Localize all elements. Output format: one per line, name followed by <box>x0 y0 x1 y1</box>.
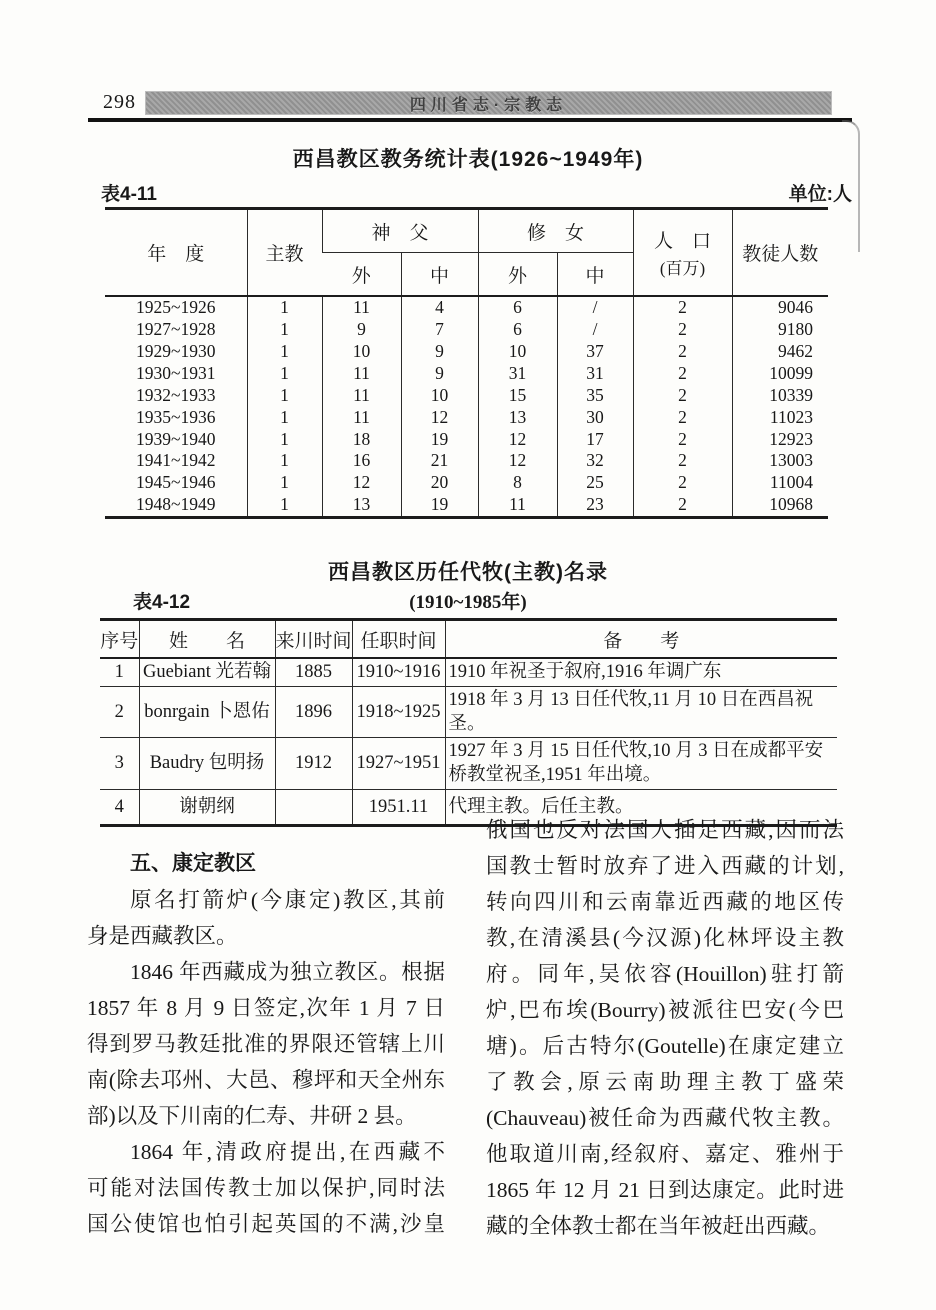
text-line: 国公使馆也怕引起英国的不满,沙皇 <box>87 1212 445 1236</box>
table-cell: 1910 年祝圣于叙府,1916 年调广东 <box>445 658 837 686</box>
table-cell: 1927~1928 <box>136 319 216 340</box>
table-cell: 15 <box>478 385 557 407</box>
table-cell: 2 <box>633 363 732 385</box>
table-cell: 1941~1942 <box>136 450 216 471</box>
table-cell: 1 <box>247 296 322 319</box>
table-cell: 1 <box>247 472 322 494</box>
table-cell: 12 <box>478 450 557 472</box>
table-cell: 2 <box>633 472 732 494</box>
table-cell: 1 <box>247 406 322 428</box>
col-header-arrival: 来川时间 <box>275 620 352 659</box>
table-cell: / <box>557 296 633 319</box>
table-cell: 10339 <box>732 385 828 407</box>
table-cell: 1 <box>247 341 322 363</box>
table-row <box>105 341 828 363</box>
sub-header-chinese: 中 <box>557 253 633 297</box>
roster-table <box>100 618 837 827</box>
table-cell: 9180 <box>732 319 828 341</box>
roster-table-title: 西昌教区历任代牧(主教)名录 <box>328 561 608 584</box>
text-line: 俄国也反对法国人插足西藏,因而法 <box>486 818 844 842</box>
table-cell: 18 <box>322 428 401 450</box>
text-line: 可能对法国传教士加以保护,同时法 <box>87 1176 445 1200</box>
table-cell: 2 <box>633 406 732 428</box>
page-number: 298 <box>103 91 136 113</box>
table-cell: Guebiant 光若翰 <box>139 658 275 686</box>
table-cell: 6 <box>478 319 557 341</box>
table-cell: 7 <box>401 319 478 341</box>
table-cell: 32 <box>557 450 633 472</box>
text-line: 1857 年 8 月 9 日签定,次年 1 月 7 日 <box>87 996 445 1020</box>
table-cell: 12923 <box>732 428 828 450</box>
table-row <box>105 428 828 450</box>
text-line: 他取道川南,经叙府、嘉定、雅州于 <box>486 1142 844 1166</box>
text-line: 身是西藏教区。 <box>87 924 238 948</box>
table-cell: 8 <box>478 472 557 494</box>
article-left-column <box>87 846 445 1242</box>
table-cell: 2 <box>633 341 732 363</box>
table-cell: 1918 年 3 月 13 日任代牧,11 月 10 日在西昌祝圣。 <box>445 686 837 737</box>
table-cell: 17 <box>557 428 633 450</box>
table-cell: 10 <box>478 341 557 363</box>
text-line: 塘)。后古特尔(Goutelle)在康定建立 <box>486 1034 844 1058</box>
table-cell: 3 <box>114 753 124 773</box>
table-cell: 1935~1936 <box>136 406 216 427</box>
table-cell <box>275 789 352 825</box>
table-cell: 9 <box>322 319 401 341</box>
table-cell: 31 <box>557 363 633 385</box>
table-cell: 2 <box>633 428 732 450</box>
table-cell: 1 <box>247 494 322 517</box>
text-line: 得到罗马教廷批准的界限还管辖上川 <box>87 1032 445 1056</box>
running-header-banner <box>145 91 832 115</box>
table-cell: 11 <box>322 385 401 407</box>
text-line: 1865 年 12 月 21 日到达康定。此时进 <box>486 1178 844 1202</box>
table-cell: 谢朝纲 <box>139 789 275 825</box>
table-row <box>105 385 828 407</box>
table-cell: 13003 <box>732 450 828 472</box>
table-cell: 11 <box>322 406 401 428</box>
table-cell: 2 <box>633 319 732 341</box>
table-cell: 20 <box>401 472 478 494</box>
table-row <box>105 296 828 319</box>
table-cell: 13 <box>322 494 401 517</box>
table-cell: 37 <box>557 341 633 363</box>
table-cell: 19 <box>401 494 478 517</box>
table-cell: 10099 <box>732 363 828 385</box>
text-line: 1846 年西藏成为独立教区。根据 <box>130 960 445 984</box>
col-header-tenure: 任职时间 <box>352 620 445 659</box>
table-cell: 30 <box>557 406 633 428</box>
table-cell: 25 <box>557 472 633 494</box>
col-header-remarks: 备 考 <box>445 620 837 659</box>
table-cell: 12 <box>478 428 557 450</box>
table-cell: 2 <box>114 701 124 722</box>
table-cell: 1 <box>247 428 322 450</box>
table-cell: 1951.11 <box>352 789 445 825</box>
col-header-priests: 神 父 <box>322 209 478 253</box>
text-line: 府。同年,吴依容(Houillon)驻打箭 <box>486 962 844 986</box>
col-header-believers: 教徒人数 <box>732 209 828 297</box>
table-cell: 9 <box>401 363 478 385</box>
sub-header-foreign: 外 <box>351 265 371 287</box>
table-cell: 1945~1946 <box>136 472 216 493</box>
table-cell: / <box>557 319 633 341</box>
table-cell: 13 <box>478 406 557 428</box>
table-row <box>105 406 828 428</box>
table-cell: 9462 <box>732 341 828 363</box>
table-cell: 6 <box>478 296 557 319</box>
table-cell: 4 <box>114 796 124 817</box>
table-cell: 1910~1916 <box>352 658 445 686</box>
table-cell: 1948~1949 <box>136 494 216 515</box>
table-cell: 1 <box>247 450 322 472</box>
table-cell: 1885 <box>275 658 352 686</box>
table-cell: 12 <box>322 472 401 494</box>
table-cell: 19 <box>401 428 478 450</box>
text-line: 教,在清溪县(今汉源)化林坪设主教 <box>486 926 844 950</box>
table-cell: 1896 <box>275 686 352 737</box>
text-line: 1864 年,清政府提出,在西藏不 <box>130 1140 445 1164</box>
table-cell: 2 <box>633 494 732 517</box>
col-header-nuns: 修 女 <box>478 209 633 253</box>
text-line: 原名打箭炉(今康定)教区,其前 <box>130 888 445 912</box>
table-row <box>105 494 828 517</box>
col-header-population <box>633 209 732 297</box>
text-line: 国教士暂时放弃了进入西藏的计划, <box>486 854 844 878</box>
table-cell: 1 <box>247 385 322 407</box>
col-header-year: 年 度 <box>147 244 205 265</box>
roster-table-label: 表4-12 <box>133 592 191 613</box>
table-cell: 2 <box>633 385 732 407</box>
table-cell: Baudry 包明扬 <box>139 737 275 789</box>
table-cell: 代理主教。后任主教。 <box>445 789 837 825</box>
table-cell: 35 <box>557 385 633 407</box>
col-header-index: 序号 <box>100 630 139 652</box>
text-line: (Chauveau)被任命为西藏代牧主教。 <box>486 1106 844 1130</box>
table-cell: 21 <box>401 450 478 472</box>
table-cell: 1 <box>247 363 322 385</box>
table-cell: 11 <box>478 494 557 517</box>
sub-header-foreign: 外 <box>478 253 557 297</box>
table-cell: 11004 <box>732 472 828 494</box>
table-row <box>105 319 828 341</box>
table-cell: 1932~1933 <box>136 384 216 405</box>
text-line: 转向四川和云南靠近西藏的地区传 <box>486 890 844 914</box>
table-row <box>105 450 828 472</box>
table-cell: 9 <box>401 341 478 363</box>
roster-table-subtitle: (1910~1985年) <box>409 592 527 613</box>
table-cell: 1927~1951 <box>352 737 445 789</box>
population-label-line2: (百万) <box>659 259 706 278</box>
table-cell: 16 <box>322 450 401 472</box>
table-row <box>100 737 837 789</box>
header-rule <box>88 118 852 122</box>
article-right-column <box>486 812 844 1244</box>
table-cell: 10 <box>322 341 401 363</box>
table-cell: 12 <box>401 406 478 428</box>
running-header-title: 四川省志·宗教志 <box>409 96 568 114</box>
text-line: 藏的全体教士都在当年被赶出西藏。 <box>486 1214 831 1238</box>
table-row <box>105 472 828 494</box>
table-cell: 1918~1925 <box>352 686 445 737</box>
table-cell: 1912 <box>275 737 352 789</box>
stats-table <box>105 207 828 519</box>
text-line: 炉,巴布埃(Bourry)被派往巴安(今巴 <box>486 998 844 1022</box>
table-cell: 1930~1931 <box>136 362 216 383</box>
stats-table-unit: 单位:人 <box>788 184 852 205</box>
col-header-bishop: 主教 <box>247 209 322 297</box>
table-cell: bonrgain 卜恩佑 <box>139 686 275 737</box>
table-cell: 1 <box>114 662 124 683</box>
population-label-line1: 人 口 <box>654 231 712 252</box>
table-cell: 1 <box>247 319 322 341</box>
table-row <box>100 658 837 686</box>
table-cell: 1927 年 3 月 15 日任代牧,10 月 3 日在成都平安桥教堂祝圣,1951 年出境。 <box>445 737 837 789</box>
table-cell: 9046 <box>732 296 828 319</box>
table-cell: 1939~1940 <box>136 428 216 449</box>
table-cell: 2 <box>633 450 732 472</box>
table-cell: 11 <box>322 296 401 319</box>
stats-table-label: 表4-11 <box>101 184 157 205</box>
text-line: 南(除去邛州、大邑、穆坪和天全州东 <box>87 1068 445 1092</box>
text-line: 了教会,原云南助理主教丁盛荣 <box>486 1070 844 1094</box>
table-cell: 1929~1930 <box>136 340 216 361</box>
table-cell: 4 <box>401 296 478 319</box>
table-row <box>105 363 828 385</box>
table-cell: 31 <box>478 363 557 385</box>
table-cell: 11023 <box>732 406 828 428</box>
table-cell: 11 <box>322 363 401 385</box>
section-heading: 五、康定教区 <box>130 852 256 875</box>
text-line: 部)以及下川南的仁寿、井研 2 县。 <box>87 1104 417 1128</box>
table-cell: 10 <box>401 385 478 407</box>
stats-table-title: 西昌教区教务统计表(1926~1949年) <box>292 148 644 171</box>
sub-header-chinese: 中 <box>401 253 478 297</box>
table-row <box>100 686 837 737</box>
table-cell: 10968 <box>732 494 828 517</box>
table-cell: 1925~1926 <box>136 297 216 318</box>
table-cell: 23 <box>557 494 633 517</box>
col-header-name: 姓 名 <box>139 620 275 659</box>
table-cell: 2 <box>633 296 732 319</box>
